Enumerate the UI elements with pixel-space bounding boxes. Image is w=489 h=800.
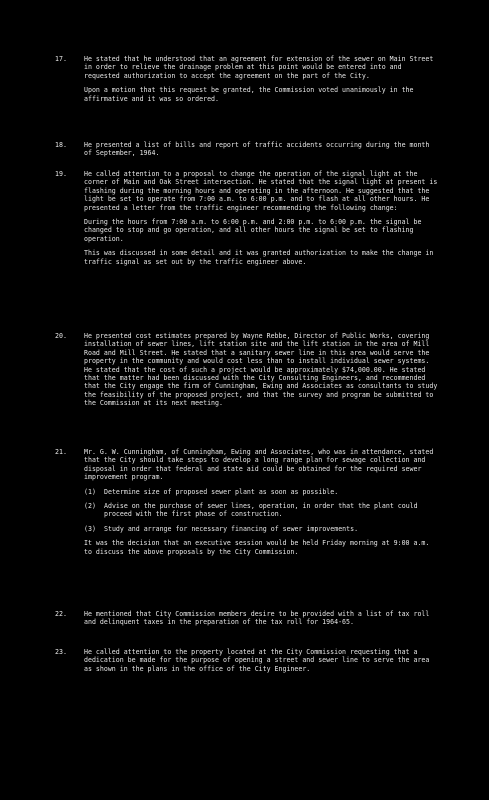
item-number: 23. bbox=[55, 648, 67, 656]
paragraph: He presented cost estimates prepared by Wayne Rebbe, Director of Public Works, covering installation of sewer lines, lift station site and the lift station in the area of Mill Road and Mill Street. He stated that a sanitary sewer line in this area would serve the property in the community and would cost less than to install individual sewer systems. He stated that the cost of such a project would be approximately $74,000.00. He stated that the matter had been discussed with the City Consulting Engineers, and recommended that the City engage the firm of Cunningham, Ewing and Associates as consultants to study the feasibility of the proposed project, and that the survey and program be submitted to the Commission at its next meeting. bbox=[84, 332, 438, 408]
paragraph: He mentioned that City Commission members desire to be provided with a list of tax roll and delinquent taxes in the preparation of the tax roll for 1964-65. bbox=[84, 610, 430, 627]
paragraph: He presented a list of bills and report of traffic accidents occurring during the month of September, 1964. bbox=[84, 141, 430, 158]
paragraph: It was the decision that an executive session would be held Friday morning at 9:00 a.m. to discuss the above proposals by the City Commission. bbox=[84, 539, 430, 556]
paragraph: Mr. G. W. Cunningham, of Cunningham, Ewing and Associates, who was in attendance, stated that the City should take steps to develop a long range plan for sewage collection and disposal in order that federal and state aid could be obtained for the required sewer improvement program. bbox=[84, 448, 434, 482]
item-body bbox=[84, 141, 441, 164]
paragraph: He stated that he understood that an agreement for extension of the sewer on Main Street in order to relieve the drainage problem at this point would be entered into and requested authorization to accept the agreement on the part of the City. bbox=[84, 55, 434, 80]
item-body bbox=[84, 332, 441, 414]
item-number: 21. bbox=[55, 448, 67, 456]
paragraph: Upon a motion that this request be granted, the Commission voted unanimously in the affirmative and it was so ordered. bbox=[84, 86, 414, 103]
item-number: 19. bbox=[55, 170, 67, 178]
item-body bbox=[84, 610, 441, 633]
item-number: 17. bbox=[55, 55, 67, 63]
sub-item-label: (1) bbox=[84, 487, 96, 496]
paragraph: This was discussed in some detail and it was granted authorization to make the change in traffic signal as set out by the traffic engineer above. bbox=[84, 249, 434, 266]
sub-item-text: Advise on the purchase of sewer lines, operation, in order that the plant could proceed with the first phase of construction. bbox=[104, 502, 418, 519]
sub-item-label: (2) bbox=[84, 502, 96, 511]
item-body bbox=[84, 648, 441, 679]
item-body bbox=[84, 55, 441, 109]
sub-item-label: (3) bbox=[84, 524, 96, 533]
sub-item bbox=[84, 488, 441, 496]
item-body bbox=[84, 448, 441, 562]
paragraph: During the hours from 7:00 a.m. to 6:00 p.m. and 2:00 p.m. to 6:00 p.m. the signal be changed to stop and go operation, and all other hours the signal be set to flashing operation. bbox=[84, 218, 422, 243]
item-number: 20. bbox=[55, 332, 67, 340]
sub-item bbox=[84, 525, 441, 533]
paragraph: He called attention to a proposal to change the operation of the signal light at the corner of Main and Oak Street intersection. He stated that the signal light at present is flashing during the morning hours and operating in the afternoon. He suggested that the light be set to operate from 7:00 a.m. to 6:00 p.m. and to flash at all other hours. He presented a letter from the traffic engineer recommending the following change: bbox=[84, 170, 438, 212]
paragraph: He called attention to the property located at the City Commission requesting that a dedication be made for the purpose of opening a street and sewer line to serve the area as shown in the plans in the office of the City Engineer. bbox=[84, 648, 430, 673]
sub-item-text: Determine size of proposed sewer plant as soon as possible. bbox=[104, 487, 339, 496]
item-number: 18. bbox=[55, 141, 67, 149]
sub-item bbox=[84, 502, 441, 519]
item-number: 22. bbox=[55, 610, 67, 618]
item-body bbox=[84, 170, 441, 272]
sub-item-text: Study and arrange for necessary financing of sewer improvements. bbox=[104, 524, 359, 533]
